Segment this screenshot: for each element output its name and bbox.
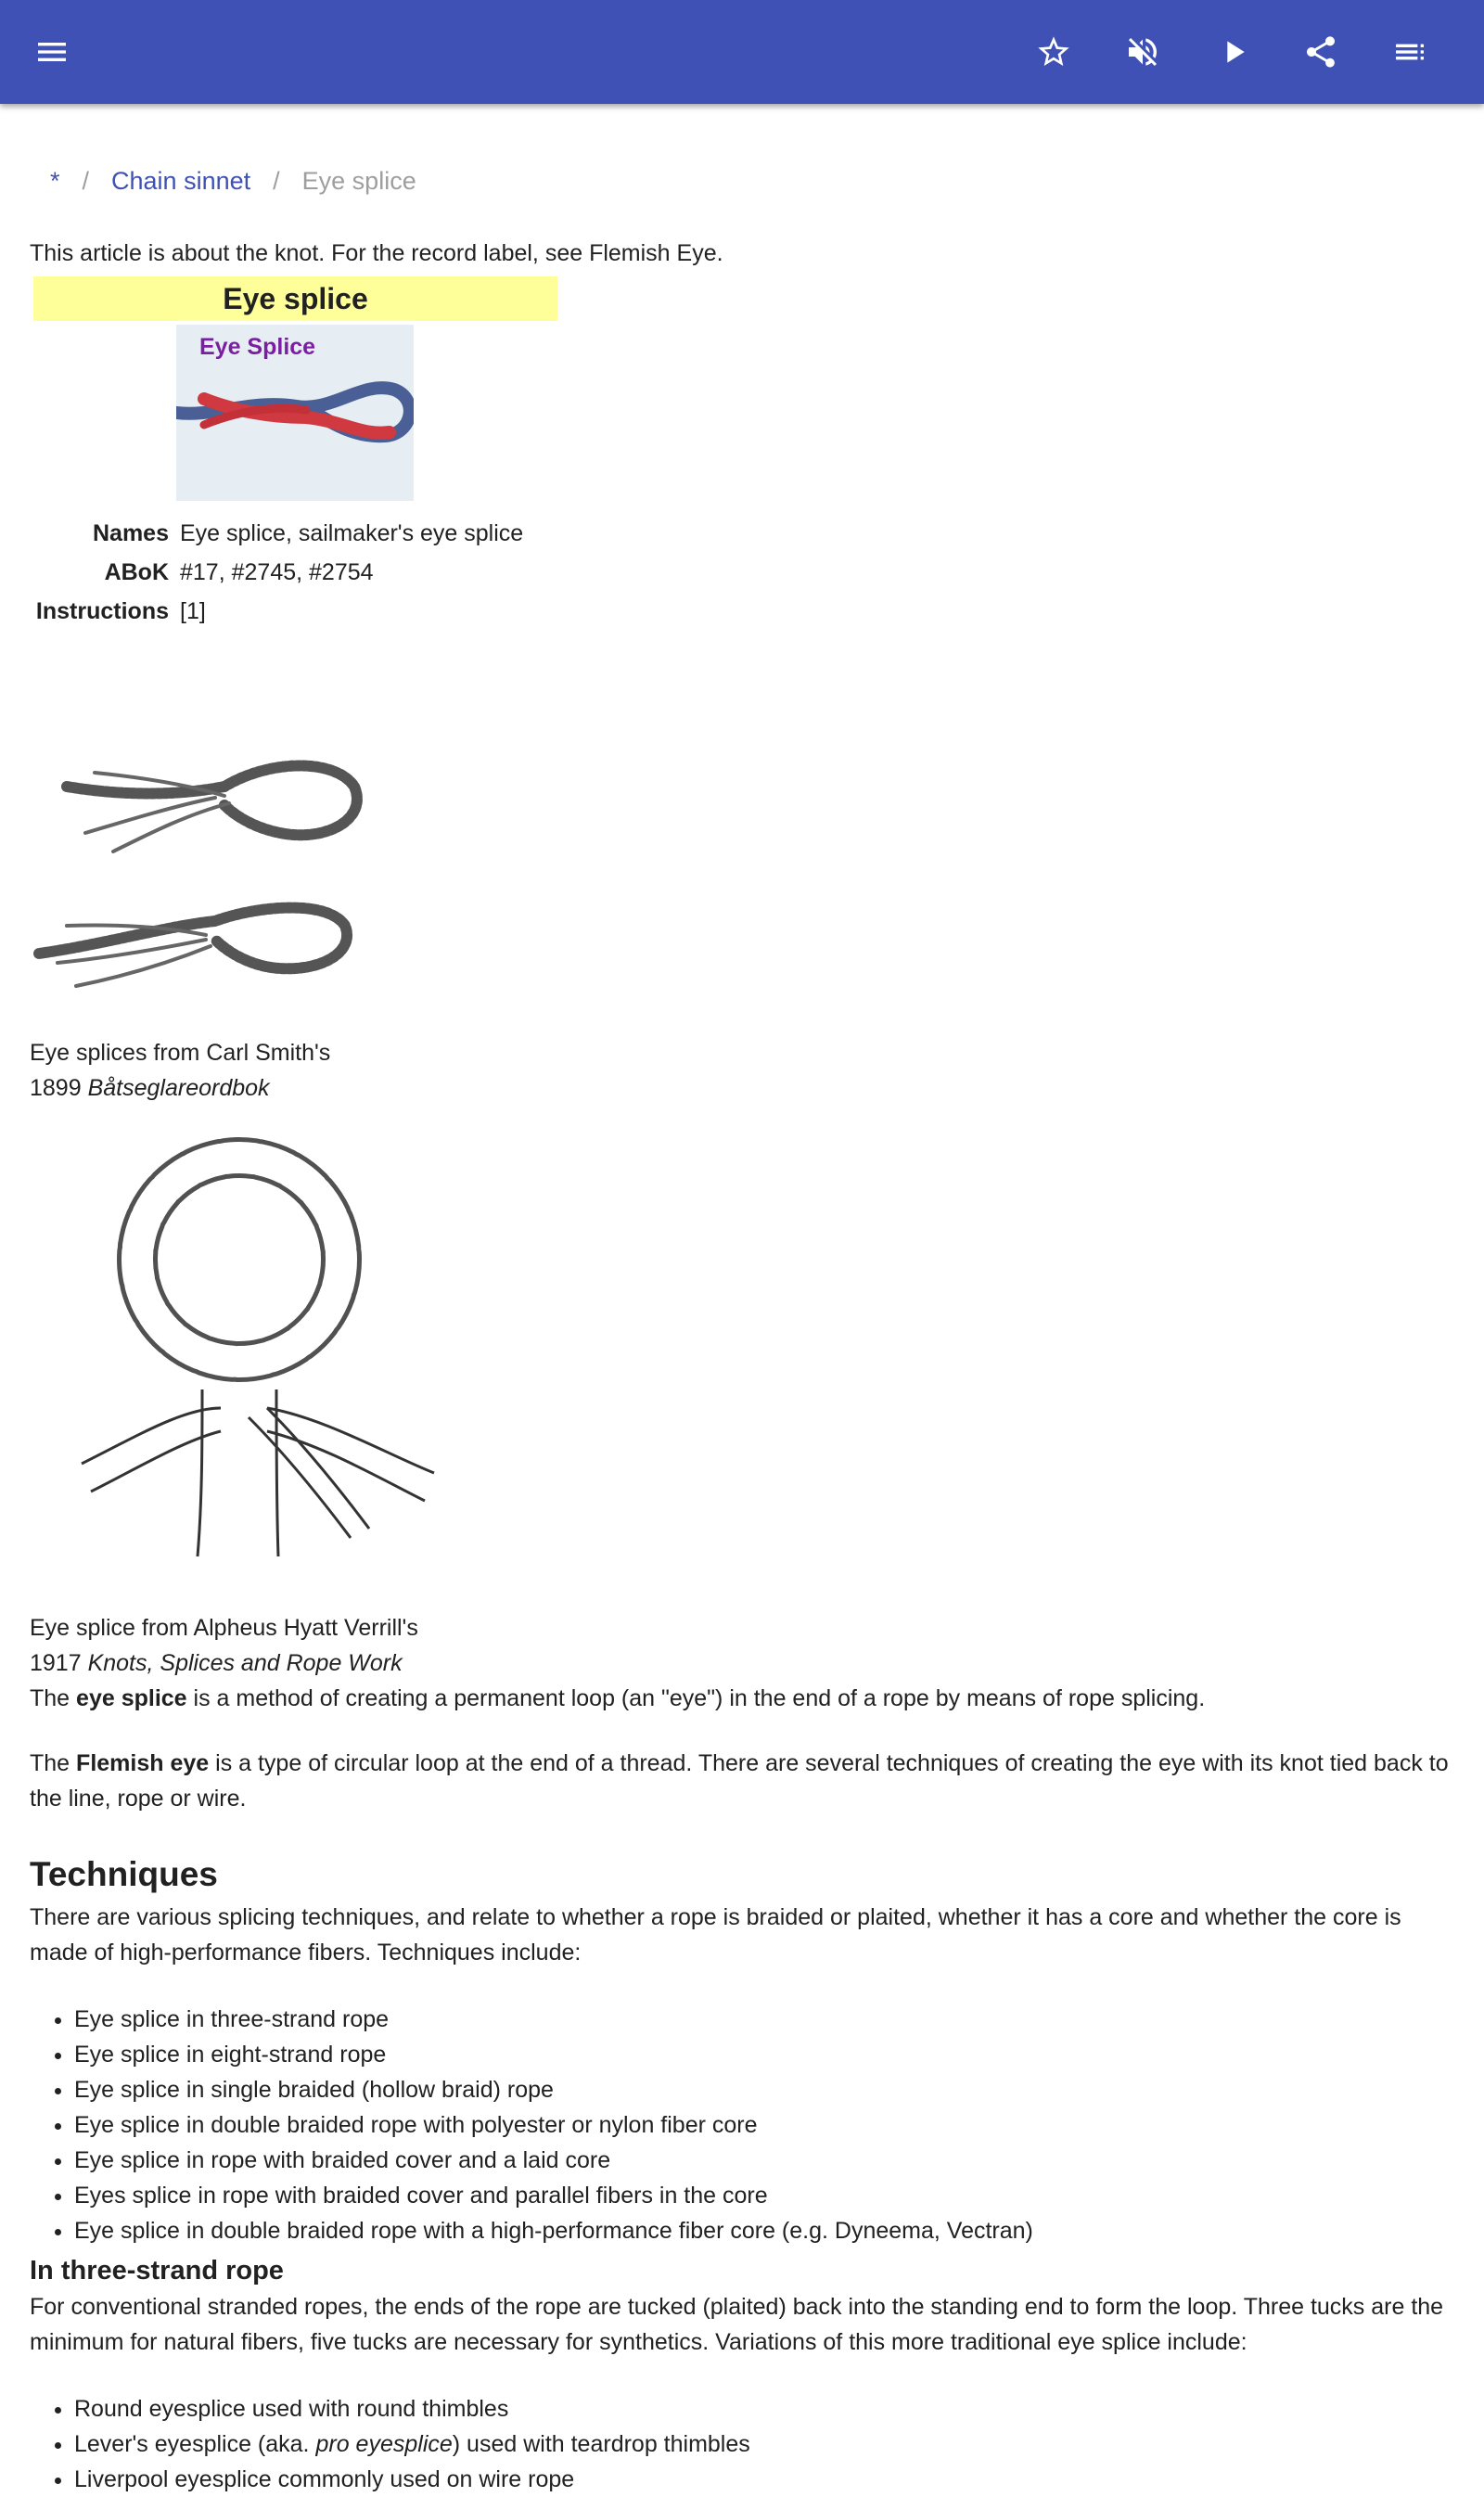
- infobox-title: Eye splice: [33, 276, 557, 321]
- infobox-table: [33, 514, 523, 631]
- bold-term: eye splice: [76, 1685, 187, 1711]
- text-run: ) used with teardrop thimbles: [452, 2431, 750, 2457]
- text-run: is a type of circular loop at the end of a thread. There are several techniques of creating the eye with its knot tied back to the line, rope or wire.: [30, 1750, 1449, 1812]
- flemish-eye-paragraph: [30, 1746, 1458, 1816]
- caption-line: [30, 1070, 330, 1106]
- techniques-list: [30, 2002, 1033, 2248]
- infobox-image-label: Eye Splice: [199, 334, 316, 360]
- bold-term: Flemish eye: [76, 1750, 210, 1776]
- list-item: • Eye splice in single braided (hollow braid) rope: [74, 2072, 1033, 2107]
- rope-splice-illustration: [176, 325, 414, 501]
- breadcrumb-current: Eye splice: [301, 167, 416, 195]
- list-item: • Eye splice in rope with braided cover and a laid core: [74, 2143, 1033, 2178]
- infobox-row-abok: [33, 553, 523, 592]
- infobox-row-names: [33, 514, 523, 553]
- caption-line: Eye splices from Carl Smith's: [30, 1040, 331, 1066]
- breadcrumb-separator: /: [273, 167, 280, 195]
- caption-book-title: Knots, Splices and Rope Work: [87, 1650, 403, 1676]
- bookmark-button[interactable]: [1028, 26, 1080, 78]
- hatnote: This article is about the knot. For the record label, see Flemish Eye.: [30, 240, 723, 266]
- list-item: • Eyes splice in rope with braided cover and parallel fibers in the core: [74, 2178, 1033, 2213]
- infobox-label: Instructions: [35, 597, 169, 624]
- volume-off-icon: [1124, 33, 1161, 70]
- three-strand-variations-list: [30, 2391, 750, 2497]
- text-run: Lever's eyesplice (aka.: [74, 2431, 310, 2457]
- star-outline-icon: [1035, 33, 1072, 70]
- infobox-label: Names: [93, 519, 169, 546]
- breadcrumb-parent-link[interactable]: Chain sinnet: [111, 167, 251, 195]
- breadcrumb-root-link[interactable]: *: [50, 167, 60, 195]
- play-button[interactable]: [1208, 26, 1260, 78]
- playlist-button[interactable]: [1384, 26, 1436, 78]
- italic-term: pro eyesplice: [315, 2431, 453, 2457]
- breadcrumb: [50, 167, 416, 196]
- share-button[interactable]: [1295, 26, 1347, 78]
- techniques-intro: There are various splicing techniques, and relate to whether a rope is braided or plaited, whether it has a core and whether the core is made of high-performance fibers. Techniques include:: [30, 1904, 1401, 1966]
- infobox-image[interactable]: [176, 325, 414, 501]
- infobox-value: Eye splice, sailmaker's eye splice: [180, 519, 524, 546]
- figure-verrill-eye-splice[interactable]: [35, 1111, 453, 1575]
- play-icon: [1215, 33, 1252, 70]
- caption-line: Eye splice from Alpheus Hyatt Verrill's: [30, 1615, 418, 1641]
- text-run: The: [30, 1685, 70, 1711]
- text-run: The: [30, 1750, 70, 1776]
- figure-caption-carl-smith: [30, 1035, 330, 1106]
- eye-splice-drawing: [35, 1111, 453, 1575]
- eye-splices-sketch: [30, 731, 364, 1009]
- section-heading-techniques: Techniques: [30, 1855, 218, 1893]
- figure-caption-verrill: [30, 1610, 418, 1681]
- three-strand-paragraph: For conventional stranded ropes, the ends of the rope are tucked (plaited) back into the standing end to form the loop. Three tucks are the minimum for natural fibers, five tucks are necessary for synthetics. Variations of this more traditional eye splice include:: [30, 2294, 1444, 2355]
- playlist-icon: [1391, 33, 1428, 70]
- infobox-label: ABoK: [104, 558, 169, 585]
- menu-icon: [33, 33, 70, 70]
- app-bar: [0, 0, 1484, 104]
- text-run: is a method of creating a permanent loop (an "eye") in the end of a rope by means of rope splicing.: [193, 1685, 1206, 1711]
- infobox: [33, 276, 557, 631]
- list-item: • Eye splice in double braided rope with a high-performance fiber core (e.g. Dyneema, Vectran): [74, 2213, 1033, 2248]
- list-item: • Eye splice in double braided rope with polyester or nylon fiber core: [74, 2107, 1033, 2143]
- list-item: [74, 2427, 750, 2462]
- menu-button[interactable]: [26, 26, 78, 78]
- list-item: • Round eyesplice used with round thimbles: [74, 2391, 750, 2427]
- breadcrumb-separator: /: [82, 167, 90, 195]
- list-item: • Eye splice in three-strand rope: [74, 2002, 1033, 2037]
- instructions-reference-link[interactable]: [1]: [180, 597, 206, 624]
- share-icon: [1302, 33, 1339, 70]
- figure-carl-smith-eye-splices[interactable]: [30, 731, 364, 1009]
- subsection-heading-three-strand: In three-strand rope: [30, 2256, 284, 2286]
- list-item: • Eye splice in eight-strand rope: [74, 2037, 1033, 2072]
- caption-line: [30, 1645, 418, 1681]
- infobox-value: #17, #2745, #2754: [180, 558, 374, 585]
- mute-button[interactable]: [1117, 26, 1169, 78]
- caption-book-title: Båtseglareordbok: [87, 1075, 270, 1101]
- list-item: • Liverpool eyesplice commonly used on wire rope: [74, 2462, 750, 2497]
- infobox-row-instructions: [33, 592, 523, 631]
- caption-year: 1917: [30, 1650, 82, 1676]
- intro-paragraph: [30, 1681, 1458, 1716]
- caption-year: 1899: [30, 1075, 82, 1101]
